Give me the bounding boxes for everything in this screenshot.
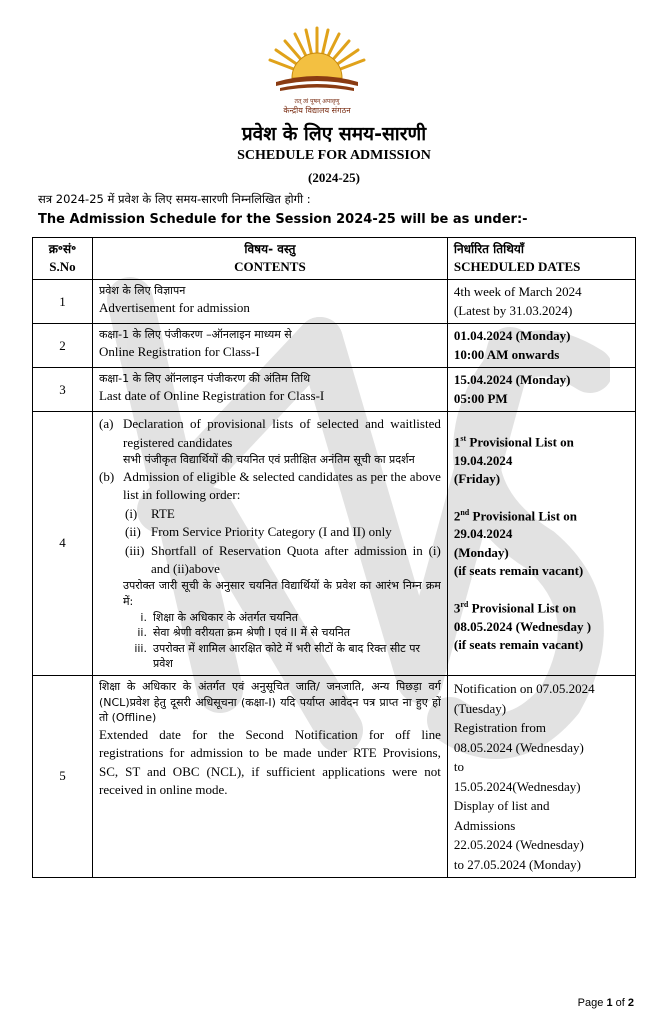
header-sno <box>33 238 93 280</box>
provisional-list-2 <box>454 507 629 581</box>
list-note: (if seats remain vacant) <box>453 563 584 579</box>
header-contents-hindi: विषय- वस्तु <box>244 242 296 256</box>
row-date-line: Admissions <box>453 817 516 833</box>
list-item-label: ii. <box>137 626 147 640</box>
list-date: 19.04.2024 <box>453 452 513 468</box>
list-item-text: RTE <box>150 505 175 521</box>
row-date-line: to 27.05.2024 (Monday) <box>453 856 581 872</box>
row-date-line: 15.04.2024 (Monday) <box>453 372 571 388</box>
provisional-list-1 <box>454 433 629 489</box>
list-item <box>125 542 441 579</box>
row-sno: 1 <box>33 280 93 324</box>
header-sno-hindi: क्र॰सं॰ <box>48 242 77 256</box>
intro-hindi: सत्र 2024-25 में प्रवेश के लिए समय-सारणी निम्नलिखित होगी : <box>38 192 311 206</box>
list-date: 08.05.2024 (Wednesday ) <box>453 618 592 634</box>
row-dates <box>447 412 635 676</box>
list-item-text: शिक्षा के अधिकार के अंतर्गत चयनित <box>152 610 298 624</box>
row-date-line: Registration from <box>453 720 546 736</box>
list-item <box>125 641 441 672</box>
row-contents <box>92 676 447 878</box>
header-dates-english: SCHEDULED DATES <box>453 259 581 275</box>
row-date-line: 05:00 PM <box>453 390 508 406</box>
list-ordinal: 3 <box>453 600 461 616</box>
row-dates <box>447 280 635 324</box>
hindi-sublist <box>99 610 441 672</box>
row-date-line: Display of list and <box>453 798 550 814</box>
list-item <box>125 610 441 626</box>
row-contents <box>92 368 447 412</box>
header-sno-english: S.No <box>49 259 76 275</box>
item-b-text: Admission of eligible & selected candidates as per the above list in following order: <box>122 468 441 503</box>
title-hindi: प्रवेश के लिए समय-सारणी <box>241 123 427 145</box>
item-a-hindi: सभी पंजीकृत विद्यार्थियों की चयनित एवं प्रतीक्षित अनंतिम सूची का प्रदर्शन <box>122 453 415 467</box>
row-contents-english: Last date of Online Registration for Class-I <box>98 387 325 403</box>
row-contents-hindi: कक्षा-1 के लिए ऑनलाइन पंजीकरण की अंतिम तिथि <box>98 372 311 386</box>
header-contents <box>92 238 447 280</box>
item-a <box>99 415 441 452</box>
list-item-label: i. <box>140 610 147 624</box>
row-contents-hindi: शिक्षा के अधिकार के अंतर्गत एवं अनुसूचित जाति/ जनजाति, अन्य पिछड़ा वर्ग (NCL)प्रवेश हेतु दूसरी अधिसूचना (कक्षा-I) यदि पर्याप्त आवेदन पत्र प्राप्त ना हुए हों तो (Offline) <box>98 680 441 725</box>
row-date-line: 15.05.2024(Wednesday) <box>453 778 581 794</box>
list-day: (Monday) <box>453 544 509 560</box>
list-item-label: iii. <box>134 641 147 655</box>
table-row <box>33 412 636 676</box>
list-ordinal-suffix: rd <box>460 599 469 609</box>
row-date-line: 01.04.2024 (Monday) <box>453 328 571 344</box>
row-contents-hindi: प्रवेश के लिए विज्ञापन <box>98 284 186 298</box>
list-ordinal: 1 <box>453 434 461 450</box>
header-contents-english: CONTENTS <box>234 259 306 275</box>
header-dates-hindi: निर्धारित तिथियाँ <box>453 242 524 256</box>
item-a-text: Declaration of provisional lists of selected and waitlisted registered candidates <box>122 416 441 450</box>
table-row <box>33 280 636 324</box>
page-current: 1 <box>606 997 613 1009</box>
list-ordinal-suffix: nd <box>460 507 470 517</box>
item-b <box>99 468 441 505</box>
page-of: of <box>615 997 625 1009</box>
list-note: (if seats remain vacant) <box>453 636 584 652</box>
item-b-sublist <box>99 505 441 579</box>
list-ordinal-suffix: st <box>460 433 467 443</box>
table-header-row <box>33 238 636 280</box>
row-contents <box>92 324 447 368</box>
item-a-label: (a) <box>98 416 114 432</box>
table-row <box>33 324 636 368</box>
row-date-line: Notification on 07.05.2024 <box>453 681 595 697</box>
row-date-line: (Tuesday) <box>453 700 507 716</box>
page-total: 2 <box>627 997 634 1009</box>
row-sno: 3 <box>33 368 93 412</box>
header-dates <box>447 238 635 280</box>
row-contents <box>92 412 447 676</box>
row-dates <box>447 324 635 368</box>
item-b-label: (b) <box>98 468 115 484</box>
list-ordinal: 2 <box>453 507 461 523</box>
list-caption: Provisional List on <box>469 434 574 450</box>
list-day: (Friday) <box>453 471 501 487</box>
session-year: (2024-25) <box>308 170 360 185</box>
list-item-text: Shortfall of Reservation Quota after admission in (i) and (ii)above <box>150 542 441 576</box>
row-dates <box>447 368 635 412</box>
row-contents-hindi: कक्षा-1 के लिए पंजीकरण –ऑनलाइन माध्यम से <box>98 328 292 342</box>
list-item-text: उपरोक्त में शामिल आरक्षित कोटे में भरी सीटों के बाद रिक्त सीट पर प्रवेश <box>152 641 420 671</box>
list-item-text: From Service Priority Category (I and II) only <box>150 524 392 540</box>
row-date-line: 08.05.2024 (Wednesday) <box>453 739 584 755</box>
row-contents-english: Online Registration for Class-I <box>98 344 260 359</box>
row-date-line: 22.05.2024 (Wednesday) <box>453 837 584 853</box>
list-caption: Provisional List on <box>472 507 578 523</box>
row-date-line: to <box>453 759 464 775</box>
row-date-line: 4th week of March 2024 <box>453 284 582 300</box>
list-item-label: (ii) <box>124 524 141 540</box>
row-date-line: (Latest by 31.03.2024) <box>453 302 573 318</box>
list-item-text: सेवा श्रेणी वरीयता क्रम श्रेणी I एवं II में से चयनित <box>152 626 351 640</box>
row-sno: 5 <box>33 676 93 878</box>
row-dates <box>447 676 635 878</box>
page-label: Page <box>577 997 604 1009</box>
table-row <box>33 368 636 412</box>
row-contents-english: Advertisement for admission <box>98 300 250 316</box>
item-b-hindi: उपरोक्त जारी सूची के अनुसार चयनित विद्यार्थियों के प्रवेश का आरंभ निम्न क्रम में: <box>122 579 441 609</box>
title-english: SCHEDULE FOR ADMISSION <box>237 148 431 163</box>
row-sno: 4 <box>33 412 93 676</box>
list-item <box>125 625 441 641</box>
logo-org-name: केन्द्रीय विद्यालय संगठन <box>283 106 351 115</box>
admission-schedule-table <box>32 237 636 878</box>
intro-english: The Admission Schedule for the Session 2024-25 will be as under:- <box>38 212 528 227</box>
logo-caption <box>250 97 384 116</box>
list-item-label: (i) <box>124 505 138 521</box>
row-date-line: 10:00 AM onwards <box>453 346 560 362</box>
row-sno: 2 <box>33 324 93 368</box>
kvs-logo <box>262 22 372 106</box>
list-date: 29.04.2024 <box>453 526 513 542</box>
list-item <box>125 523 441 541</box>
list-item-label: (iii) <box>124 542 145 558</box>
list-caption: Provisional List on <box>471 600 577 616</box>
row-contents-english: Extended date for the Second Notification for off line registrations for admission to be made under RTE Provisions, SC, ST and OBC (NCL), if sufficient applications were not received in online mode. <box>98 726 441 798</box>
logo-tagline: तत् त्वं पूषन् अपावृणु <box>294 98 340 105</box>
page-number <box>578 997 634 1009</box>
list-item <box>125 505 441 523</box>
provisional-list-3 <box>454 599 629 655</box>
table-row <box>33 676 636 878</box>
row-contents <box>92 280 447 324</box>
